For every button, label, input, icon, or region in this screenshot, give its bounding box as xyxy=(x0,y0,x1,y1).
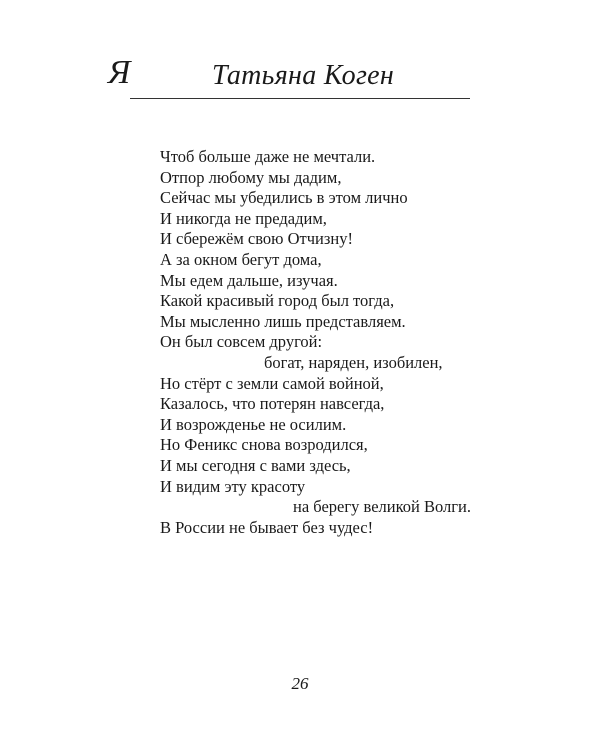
poem-line: И никогда не предадим, xyxy=(160,208,327,228)
poem-line: И возрожденье не осилим. xyxy=(160,414,347,434)
poem-line: А за окном бегут дома, xyxy=(160,249,322,269)
header-divider xyxy=(130,98,470,99)
section-letter: Я xyxy=(108,54,131,91)
poem-line: И сбережём свою Отчизну! xyxy=(160,229,353,249)
page-number: 26 xyxy=(291,674,309,693)
poem-line: Мы едем дальше, изучая. xyxy=(160,270,338,290)
poem-line: В России не бывает без чудес! xyxy=(160,517,374,537)
poem-line: Сейчас мы убедились в этом лично xyxy=(160,188,408,208)
poem-line: Но стёрт с земли самой войной, xyxy=(160,373,384,393)
author-name: Татьяна Коген xyxy=(212,60,395,91)
poem-line: Он был совсем другой: xyxy=(160,332,323,352)
poem-line: на берегу великой Волги. xyxy=(293,497,471,517)
poem-line: И видим эту красоту xyxy=(160,476,306,496)
poem-line: И мы сегодня с вами здесь, xyxy=(160,455,351,475)
poem-line: богат, наряден, изобилен, xyxy=(264,352,443,372)
poem-line: Мы мысленно лишь представляем. xyxy=(160,311,406,331)
poem-line: Какой красивый город был тогда, xyxy=(160,291,395,311)
poem-line: Отпор любому мы дадим, xyxy=(160,167,342,187)
poem-line: Чтоб больше даже не мечтали. xyxy=(160,147,376,166)
page-header xyxy=(0,0,600,110)
poem-body xyxy=(160,147,500,538)
poem-line: Казалось, что потерян навсегда, xyxy=(160,394,385,414)
poem-line: Но Феникс снова возродился, xyxy=(160,435,368,455)
